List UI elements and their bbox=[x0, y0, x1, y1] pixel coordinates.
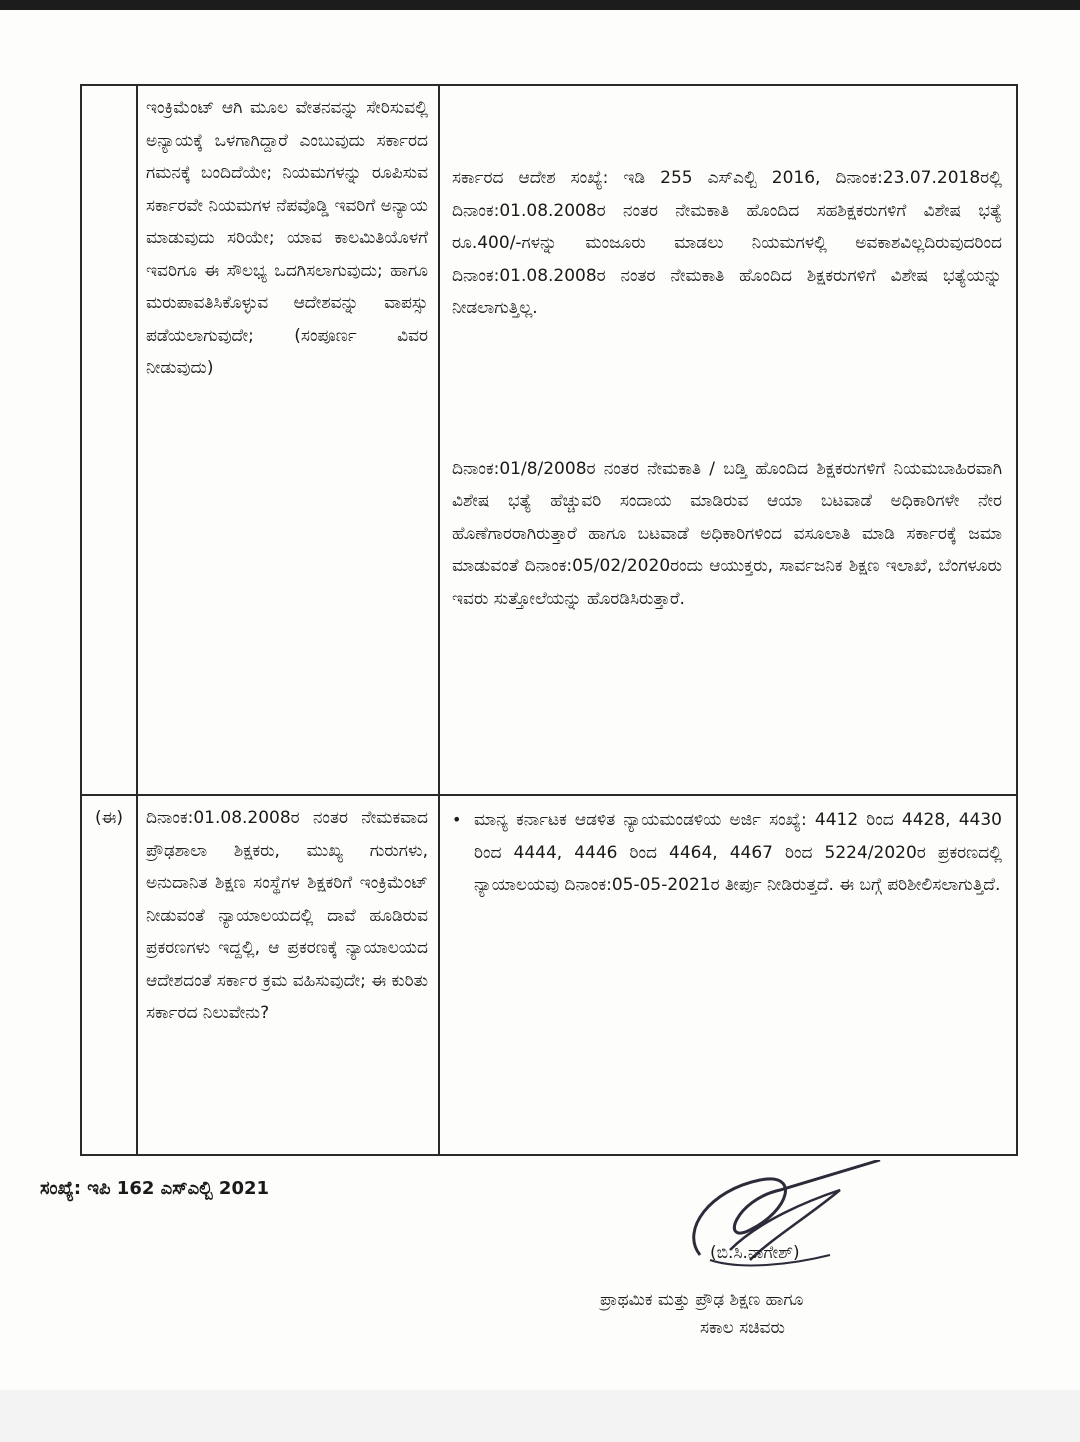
designation-line: ಪ್ರಾಥಮಿಕ ಮತ್ತು ಪ್ರೌಢ ಶಿಕ್ಷಣ ಹಾಗೂ bbox=[600, 1290, 804, 1310]
row-number: (ಈ) bbox=[94, 808, 124, 828]
top-status-bar bbox=[0, 0, 1080, 10]
question-text: ದಿನಾಂಕ:01.08.2008ರ ನಂತರ ನೇಮಕವಾದ ಪ್ರೌಢಶಾಲಾ ಶಿಕ್ಷಕರು, ಮುಖ್ಯ ಗುರುಗಳು, ಅನುದಾನಿತ ಶಿಕ್ಷಣ ಸಂಸ್ಥೆಗಳ ಶಿಕ್ಷಕರಿಗೆ ಇಂಕ್ರಿಮೆಂಟ್ ನೀಡುವಂತೆ ನ್ಯಾಯಾಲಯದಲ್ಲಿ ದಾವೆ ಹೂಡಿರುವ ಪ್ರಕರಣಗಳು ಇದ್ದಲ್ಲಿ, ಆ ಪ್ರಕರಣಕ್ಕೆ ನ್ಯಾಯಾಲಯದ ಆದೇಶದಂತೆ ಸರ್ಕಾರ ಕ್ರಮ ವಹಿಸುವುದೇ; ಈ ಕುರಿತು ಸರ್ಕಾರದ ನಿಲುವೇನು? bbox=[146, 808, 428, 1023]
question-cell bbox=[137, 795, 439, 1155]
answer-cell bbox=[439, 795, 1017, 1155]
signatory-name: (ಬಿ.ಸಿ.ನಾಗೇಶ್) bbox=[710, 1243, 800, 1263]
answer-paragraph: ಸರ್ಕಾರದ ಆದೇಶ ಸಂಖ್ಯೆ: ಇಡಿ 255 ಎಸ್ಎಲ್ಬಿ 2016, ದಿನಾಂಕ:23.07.2018ರಲ್ಲಿ ದಿನಾಂಕ:01.08.2008ರ ನಂತರ ನೇಮಕಾತಿ ಹೊಂದಿದ ಸಹಶಿಕ್ಷಕರುಗಳಿಗೆ ವಿಶೇಷ ಭತ್ಯೆ ರೂ.400/-ಗಳನ್ನು ಮಂಜೂರು ಮಾಡಲು ನಿಯಮಗಳಲ್ಲಿ ಅವಕಾಶವಿಲ್ಲದಿರುವುದರಿಂದ ದಿನಾಂಕ:01.08.2008ರ ನಂತರ ನೇಮಕಾತಿ ಹೊಂದಿದ ಶಿಕ್ಷಕರುಗಳಿಗೆ ವಿಶೇಷ ಭತ್ಯೆಯನ್ನು ನೀಡಲಾಗುತ್ತಿಲ್ಲ. bbox=[452, 168, 1002, 318]
bottom-margin bbox=[0, 1390, 1080, 1442]
designation-line: ಸಕಾಲ ಸಚಿವರು bbox=[700, 1318, 785, 1338]
answer-paragraph: ದಿನಾಂಕ:01/8/2008ರ ನಂತರ ನೇಮಕಾತಿ / ಬಡ್ತಿ ಹೊಂದಿದ ಶಿಕ್ಷಕರುಗಳಿಗೆ ನಿಯಮಬಾಹಿರವಾಗಿ ವಿಶೇಷ ಭತ್ಯೆ ಹೆಚ್ಚುವರಿ ಸಂದಾಯ ಮಾಡಿರುವ ಆಯಾ ಬಟವಾಡೆ ಅಧಿಕಾರಿಗಳೇ ನೇರ ಹೊಣೆಗಾರರಾಗಿರುತ್ತಾರೆ ಹಾಗೂ ಬಟವಾಡೆ ಅಧಿಕಾರಿಗಳಿಂದ ವಸೂಲಾತಿ ಮಾಡಿ ಸರ್ಕಾರಕ್ಕೆ ಜಮಾ ಮಾಡುವಂತೆ ದಿನಾಂಕ:05/02/2020ರಂದು ಆಯುಕ್ತರು, ಸಾರ್ವಜನಿಕ ಶಿಕ್ಷಣ ಇಲಾಖೆ, ಬೆಂಗಳೂರು ಇವರು ಸುತ್ತೋಲೆಯನ್ನು ಹೊರಡಿಸಿರುತ್ತಾರೆ. bbox=[452, 458, 1002, 609]
reference-number: ಸಂಖ್ಯೆ: ಇಪಿ 162 ಎಸ್ಎಲ್ಬಿ 2021 bbox=[40, 1178, 270, 1199]
answer-table bbox=[80, 84, 1018, 1156]
question-cell bbox=[137, 85, 439, 795]
answer-paragraph: ಮಾನ್ಯ ಕರ್ನಾಟಕ ಆಡಳಿತ ನ್ಯಾಯಮಂಡಳಿಯ ಅರ್ಜಿ ಸಂಖ್ಯೆ: 4412 ರಿಂದ 4428, 4430 ರಿಂದ 4444, 4446 ರಿಂದ 4464, 4467 ರಿಂದ 5224/2020ರ ಪ್ರಕರಣದಲ್ಲಿ ನ್ಯಾಯಾಲಯವು ದಿನಾಂಕ:05-05-2021ರ ತೀರ್ಪು ನೀಡಿರುತ್ತದೆ. ಈ ಬಗ್ಗೆ ಪರಿಶೀಲಿಸಲಾಗುತ್ತಿದೆ. bbox=[474, 810, 1002, 895]
answer-cell bbox=[439, 85, 1017, 795]
row-number-cell bbox=[81, 85, 137, 795]
bullet-icon: • bbox=[452, 810, 462, 829]
table-row bbox=[81, 795, 1017, 1155]
table-row bbox=[81, 85, 1017, 795]
question-text: ಇಂಕ್ರಿಮೆಂಟ್ ಆಗಿ ಮೂಲ ವೇತನವನ್ನು ಸೇರಿಸುವಲ್ಲಿ ಅನ್ಯಾಯಕ್ಕೆ ಒಳಗಾಗಿದ್ದಾರೆ ಎಂಬುವುದು ಸರ್ಕಾರದ ಗಮನಕ್ಕೆ ಬಂದಿದೆಯೇ; ನಿಯಮಗಳನ್ನು ರೂಪಿಸುವ ಸರ್ಕಾರವೇ ನಿಯಮಗಳ ನೆಪವೊಡ್ಡಿ ಇವರಿಗೆ ಅನ್ಯಾಯ ಮಾಡುವುದು ಸರಿಯೇ; ಯಾವ ಕಾಲಮಿತಿಯೊಳಗೆ ಇವರಿಗೂ ಈ ಸೌಲಭ್ಯ ಒದಗಿಸಲಾಗುವುದು; ಹಾಗೂ ಮರುಪಾವತಿಸಿಕೊಳ್ಳುವ ಆದೇಶವನ್ನು ವಾಪಸ್ಸು ಪಡೆಯಲಾಗುವುದೇ; (ಸಂಪೂರ್ಣ ವಿವರ ನೀಡುವುದು) bbox=[146, 98, 428, 378]
row-number-cell bbox=[81, 795, 137, 1155]
